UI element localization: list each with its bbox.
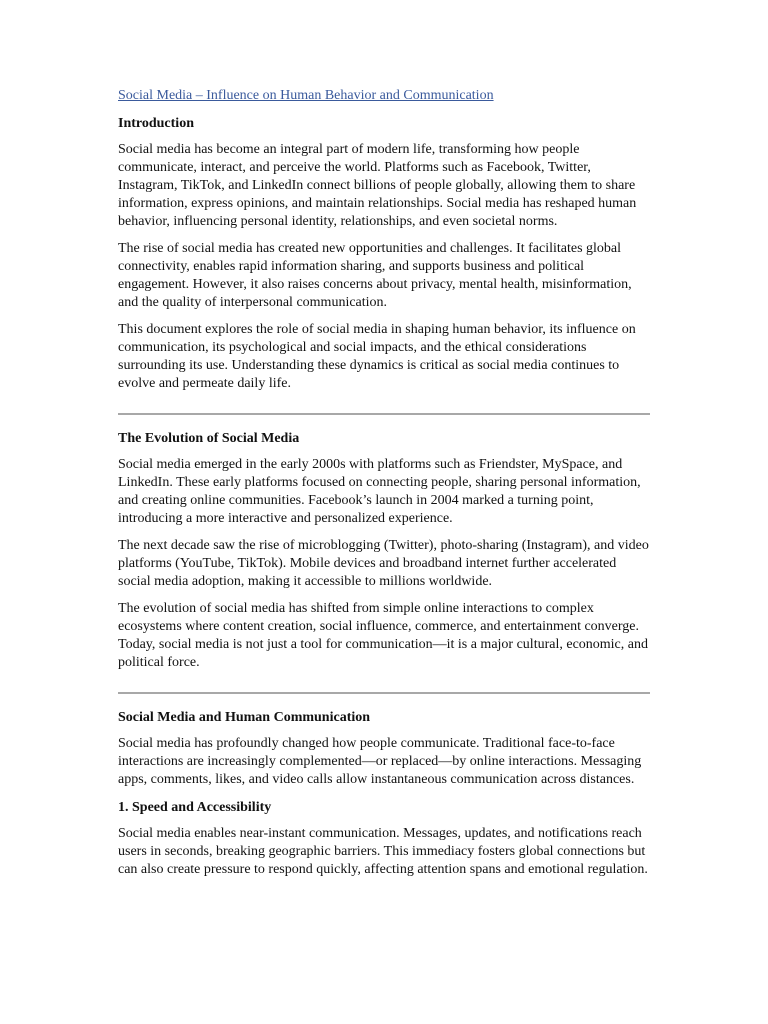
section-evolution: [118, 429, 650, 672]
paragraph: Social media has become an integral part of modern life, transforming how people communicate, interact, and perceive the world. Platforms such as Facebook, Twitter, Instagram, TikTok, and LinkedIn connect billions of people globally, allowing them to share information, express opinions, and maintain relationships. Social media has reshaped human behavior, influencing personal identity, relationships, and even societal norms.: [118, 142, 637, 229]
subsection-heading: 1. Speed and Accessibility: [118, 800, 272, 815]
section-divider: [118, 413, 650, 415]
section-introduction: [118, 114, 650, 393]
paragraph: Social media emerged in the early 2000s with platforms such as Friendster, MySpace, and LinkedIn. These early platforms focused on connecting people, sharing personal information, and creating online communities. Facebook’s launch in 2004 marked a turning point, introducing a more interactive and personalized experience.: [118, 457, 641, 526]
paragraph: The evolution of social media has shifted from simple online interactions to complex ecosystems where content creation, social influence, commerce, and entertainment converge. Today, social media is not just a tool for communication—it is a major cultural, economic, and political force.: [118, 601, 648, 670]
paragraph: The rise of social media has created new opportunities and challenges. It facilitates global connectivity, enables rapid information sharing, and supports business and political engagement. However, it also raises concerns about privacy, mental health, misinformation, and the quality of interpersonal communication.: [118, 241, 632, 310]
paragraph: Social media enables near-instant communication. Messages, updates, and notifications reach users in seconds, breaking geographic barriers. This immediacy fosters global connections but can also create pressure to respond quickly, affecting attention spans and emotional regulation.: [118, 826, 648, 877]
section-heading: Introduction: [118, 116, 194, 131]
section-communication: [118, 708, 650, 879]
paragraph: The next decade saw the rise of microblogging (Twitter), photo-sharing (Instagram), and video platforms (YouTube, TikTok). Mobile devices and broadband internet further accelerated social media adoption, making it accessible to millions worldwide.: [118, 538, 649, 589]
paragraph: This document explores the role of social media in shaping human behavior, its influence on communication, its psychological and social impacts, and the ethical considerations surrounding its use. Understanding these dynamics is critical as social media continues to evolve and permeate daily life.: [118, 322, 636, 391]
section-heading: The Evolution of Social Media: [118, 431, 300, 446]
document-title-link[interactable]: Social Media – Influence on Human Behavior and Communication: [118, 88, 494, 103]
section-divider: [118, 692, 650, 694]
paragraph: Social media has profoundly changed how people communicate. Traditional face-to-face interactions are increasingly complemented—or replaced—by online interactions. Messaging apps, comments, likes, and video calls allow instantaneous communication across distances.: [118, 736, 642, 787]
document-page: [118, 86, 650, 888]
section-heading: Social Media and Human Communication: [118, 710, 371, 725]
